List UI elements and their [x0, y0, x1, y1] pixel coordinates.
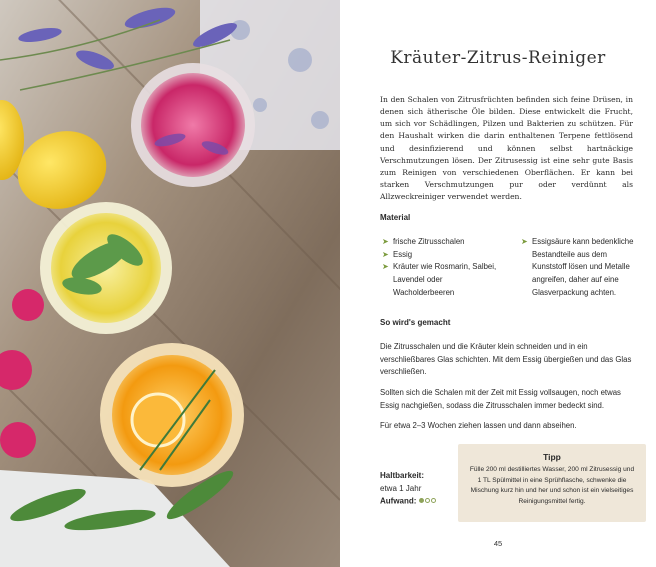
howto-heading: So wird's gemacht	[380, 318, 451, 327]
effort-dot-empty	[431, 498, 436, 503]
effort-rating	[419, 495, 437, 508]
effort-dot-empty	[425, 498, 430, 503]
meta-info	[380, 470, 437, 508]
arrow-icon: ➤	[382, 262, 389, 272]
howto-paragraph: Für etwa 2–3 Wochen ziehen lassen und dann abseihen.	[380, 421, 577, 430]
tip-title: Tipp	[543, 452, 561, 462]
list-item: ➤ Kräuter wie Rosmarin, Salbei, Lavendel oder Wacholderbeeren	[382, 262, 497, 297]
shelf-life-value: etwa 1 Jahr	[380, 483, 422, 493]
tip-box	[458, 444, 646, 522]
tip-text: Fülle 200 ml destilliertes Wasser, 200 ml Zitrusessig und 1 TL Spülmittel in eine Sprühflasche, schwenke die Mischung kurz hin und her und schon ist ein vielseitiges Reinigungsmittel fertig.	[469, 466, 635, 505]
shelf-life-label: Haltbarkeit:	[380, 471, 425, 480]
effort-label: Aufwand:	[380, 496, 417, 506]
list-item: ➤ Essigsäure kann bedenkliche Bestandteile aus dem Kunststoff lösen und Metalle angreifen, daher auf eine Glasverpackung achten.	[521, 237, 634, 297]
material-heading: Material	[380, 213, 411, 222]
recipe-title: Kräuter-Zitrus-Reiniger	[390, 48, 606, 68]
howto-paragraph: Die Zitrusschalen und die Kräuter klein schneiden und in ein verschließbares Glas schichten. Mit dem Essig übergießen und das Glas verschließen.	[380, 342, 632, 377]
material-list-right	[521, 236, 643, 300]
arrow-icon: ➤	[382, 249, 389, 259]
list-item: ➤ frische Zitrusschalen	[382, 236, 502, 249]
text-page	[340, 0, 656, 567]
effort-dot-filled	[419, 498, 424, 503]
arrow-icon: ➤	[382, 237, 389, 246]
page-number: 45	[493, 539, 503, 548]
arrow-icon: ➤	[521, 237, 528, 246]
intro-paragraph: In den Schalen von Zitrusfrüchten befinden sich feine Drüsen, in denen sich ätherische Öle bilden. Diese entwickelt die Frucht, um sich vor Schädlingen, Pilzen und Bakterien zu schützen. Für den Haushalt wirken die darin enthaltenen Terpene fettlösend und desinfizierend und können selbst hartnäckige Verschmutzungen lösen. Der Zitrusessig ist eine sehr gute Basis zum Reinigen von verschiedenen Oberflächen. Er kann bei starken Verschmutzungen pur oder verdünnt als Allzweckreiniger verwendet werden.	[380, 95, 633, 202]
list-item: ➤ Essig	[382, 249, 502, 262]
howto-paragraph: Sollten sich die Schalen mit der Zeit mit Essig vollsaugen, noch etwas Essig nachgießen, sodass die Zitrusschalen immer bedeckt sind.	[380, 388, 621, 410]
material-list-left	[382, 236, 502, 300]
